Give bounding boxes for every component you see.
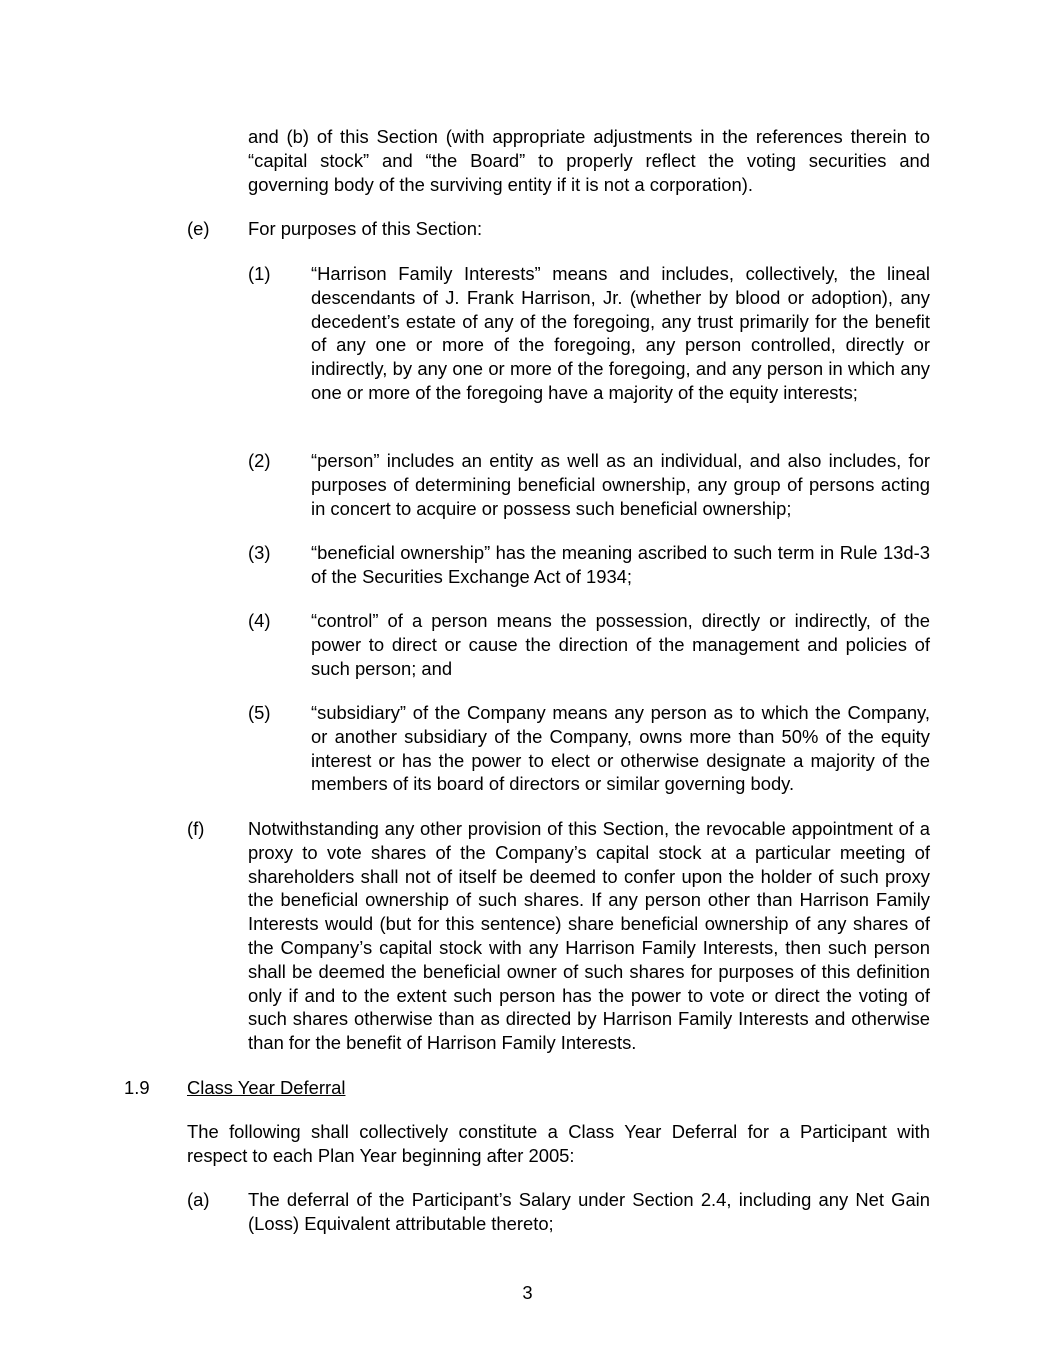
section-1-9-text: The following shall collectively constitute a Class Year Deferral for a Participant with respect to each Plan Year beginning after 2005: [187,1121,930,1166]
item-a-label: (a) [187,1189,210,1210]
section-1-9-number: 1.9 [124,1077,150,1098]
page-number: 3 [522,1282,533,1303]
item-3-beneficial-ownership: “beneficial ownership” has the meaning ascribed to such term in Rule 13d-3 of the Securities Exchange Act of 1934; [311,542,930,587]
section-f-text: Notwithstanding any other provision of this Section, the revocable appointment of a proxy to vote shares of the Company’s capital stock at a particular meeting of shareholders shall not of itself be deemed to confer upon the holder of such proxy the beneficial ownership of such shares. If any person other than Harrison Family Interests would (but for this sentence) share beneficial ownership of any shares of the Company’s capital stock with any Harrison Family Interests, then such person shall be deemed the beneficial owner of such shares for purposes of this definition only if and to the extent such person has the power to vote or direct the voting of such shares otherwise than as directed by Harrison Family Interests and otherwise than for the benefit of Harrison Family Interests. [248,818,930,1054]
item-a-salary-deferral: The deferral of the Participant’s Salary under Section 2.4, including any Net Gain (Loss) Equivalent attributable thereto; [248,1189,930,1234]
item-1-harrison-family-interests: “Harrison Family Interests” means and includes, collectively, the lineal descendants of J. Frank Harrison, Jr. (whether by blood or adoption), any decedent’s estate of any of the foregoing, any trust primarily for the benefit of any one or more of the foregoing, any person controlled, directly or indirectly, by any one or more of the foregoing, and any person in which any one or more of the foregoing have a majority of the equity interests; [311,263,930,403]
item-3-label: (3) [248,542,271,563]
item-5-label: (5) [248,702,271,723]
intro-continuation-paragraph: and (b) of this Section (with appropriate adjustments in the references therein to “capital stock” and “the Board” to properly reflect the voting securities and governing body of the surviving entity if it is not a corporation). [248,126,930,195]
section-f-label: (f) [187,818,205,839]
item-2-person: “person” includes an entity as well as an individual, and also includes, for purposes of determining beneficial ownership, any group of persons acting in concert to acquire or possess such beneficial ownership; [311,450,930,519]
section-e-text: For purposes of this Section: [248,218,483,239]
item-2-label: (2) [248,450,271,471]
item-5-subsidiary: “subsidiary” of the Company means any person as to which the Company, or another subsidiary of the Company, owns more than 50% of the equity interest or has the power to elect or otherwise designate a majority of the members of its board of directors or similar governing body. [311,702,930,795]
section-1-9-heading: Class Year Deferral [187,1077,346,1098]
item-4-label: (4) [248,610,271,631]
item-4-control: “control” of a person means the possession, directly or indirectly, of the power to direct or cause the direction of the management and policies of such person; and [311,610,930,679]
section-e-label: (e) [187,218,210,239]
item-1-label: (1) [248,263,271,284]
